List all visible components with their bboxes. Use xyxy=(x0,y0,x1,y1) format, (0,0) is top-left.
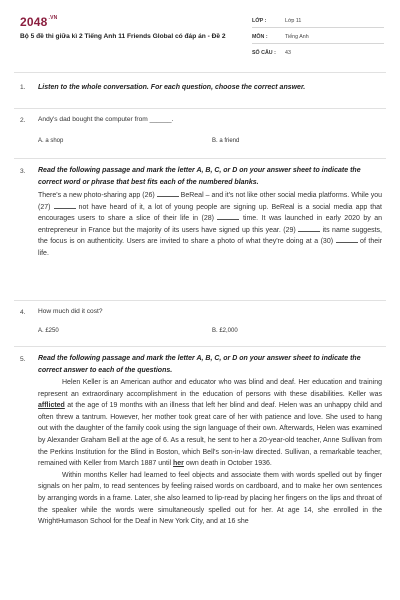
meta-class-row xyxy=(252,15,384,28)
blank-30[interactable] xyxy=(336,236,358,243)
answer-option-a[interactable]: A. £250 xyxy=(38,328,59,334)
question-4 xyxy=(0,300,400,346)
question-instruction: Listen to the whole conversation. For each question, choose the correct answer. xyxy=(38,84,306,91)
passage-text: Helen Keller is an American author and educator who was blind and deaf. Her education and training represent an extraordinary accomplishment in the education of persons with these disabilities. Keller was xyxy=(38,379,382,398)
passage-sentence: There's a new photo-sharing app (26) xyxy=(38,192,155,199)
question-1 xyxy=(0,72,400,108)
answer-option-b[interactable]: B. £2,000 xyxy=(212,328,238,334)
blank-27[interactable] xyxy=(54,202,76,209)
divider xyxy=(14,300,386,301)
passage-text: own death in October 1936. xyxy=(185,460,272,468)
site-logo[interactable] xyxy=(20,15,57,29)
passage-sentence: time. It was launched in early 2020 by an entrepreneur in France but the majority of its users have signed up this year. (29) xyxy=(38,215,383,234)
document-meta xyxy=(252,15,384,62)
meta-subject-row xyxy=(252,31,384,44)
question-3 xyxy=(0,158,400,298)
question-instruction: Read the following passage and mark the letter A, B, C, or D on your answer sheet to indicate the correct word or phrase that best fits each of the numbered blanks. xyxy=(38,167,361,186)
meta-subject-label: MÔN : xyxy=(252,34,268,40)
question-number: 1. xyxy=(20,84,26,91)
question-2 xyxy=(0,108,400,156)
passage-sentence: of their life. xyxy=(38,238,382,257)
question-instruction: Read the following passage and mark the letter A, B, C, or D on your answer sheet to indicate the correct answer to each of the questions. xyxy=(38,355,361,374)
blank-26[interactable] xyxy=(157,190,179,197)
document-header xyxy=(0,0,400,64)
meta-count-value: 43 xyxy=(285,50,291,56)
passage-sentence: BeReal – and it's not like other social media platforms. While you (27) xyxy=(38,192,382,211)
question-number: 4. xyxy=(20,309,26,316)
blank-29[interactable] xyxy=(298,225,320,232)
underlined-word: afflicted xyxy=(38,402,65,410)
meta-subject-value: Tiếng Anh xyxy=(285,34,309,40)
meta-class-label: LỚP : xyxy=(252,18,267,24)
meta-count-row xyxy=(252,47,384,59)
reading-passage xyxy=(38,190,382,260)
meta-class-value: Lớp 11 xyxy=(285,18,302,24)
question-text: Andy's dad bought the computer from ______. xyxy=(38,116,174,123)
logo-text: 2048 xyxy=(20,15,48,29)
question-number: 5. xyxy=(20,356,26,363)
divider xyxy=(14,158,386,159)
meta-count-label: SỐ CÂU : xyxy=(252,50,276,56)
divider xyxy=(14,108,386,109)
passage-sentence: its name suggests, the focus is on authenticity. Users are invited to share a photo of what they're doing at a (30) xyxy=(38,226,382,246)
document-title: Bộ 5 đề thi giữa kì 2 Tiếng Anh 11 Friends Global có đáp án - Đề 2 xyxy=(20,33,226,40)
answer-option-a[interactable]: A. a shop xyxy=(38,138,64,144)
reading-passage xyxy=(38,377,382,528)
question-number: 3. xyxy=(20,168,26,175)
logo-suffix: .VN xyxy=(48,15,58,21)
passage-text: at the age of 19 months with an illness that left her blind and deaf. Helen was an unhappy child and often threw a tantrum. However, her mother took great care of her with patience and love. She used to hang out with the daughter of the family cook using the sign language of their own. Afterwards, Helen was examined by Alexander Graham Bell at the age of 6. As a result, he sent to her a 20-year-old teacher, Anne Sullivan from the Perkins Institution for the Blind in Boston, which Bell's son-in-law directed. Sullivan, a remarkable teacher, remained with Keller from March 1887 until xyxy=(38,402,382,468)
question-text: How much did it cost? xyxy=(38,308,103,315)
blank-28[interactable] xyxy=(217,213,239,220)
underlined-word: her xyxy=(173,460,184,468)
passage-paragraph-2: Within months Keller had learned to feel objects and associate them with words spelled out by finger signals on her palm, to read sentences by feeling raised words on cardboard, and to make her own sentences by arranging words in a frame. Later, she also learned to lip-read by placing her fingers on the lips and throat of the speaker while the words were simultaneously spelled out for her. At age 14, she enrolled in the WrightHumason School for the Deaf in New York City, and at 16 she xyxy=(38,471,382,526)
question-number: 2. xyxy=(20,117,26,124)
passage-sentence: not have heard of it, a lot of young people are signing up. BeReal is a social media app that encourages users to share a slice of their life in (28) xyxy=(38,203,382,223)
divider xyxy=(14,72,386,73)
answer-option-b[interactable]: B. a friend xyxy=(212,138,240,144)
divider xyxy=(14,346,386,347)
question-5 xyxy=(0,346,400,600)
